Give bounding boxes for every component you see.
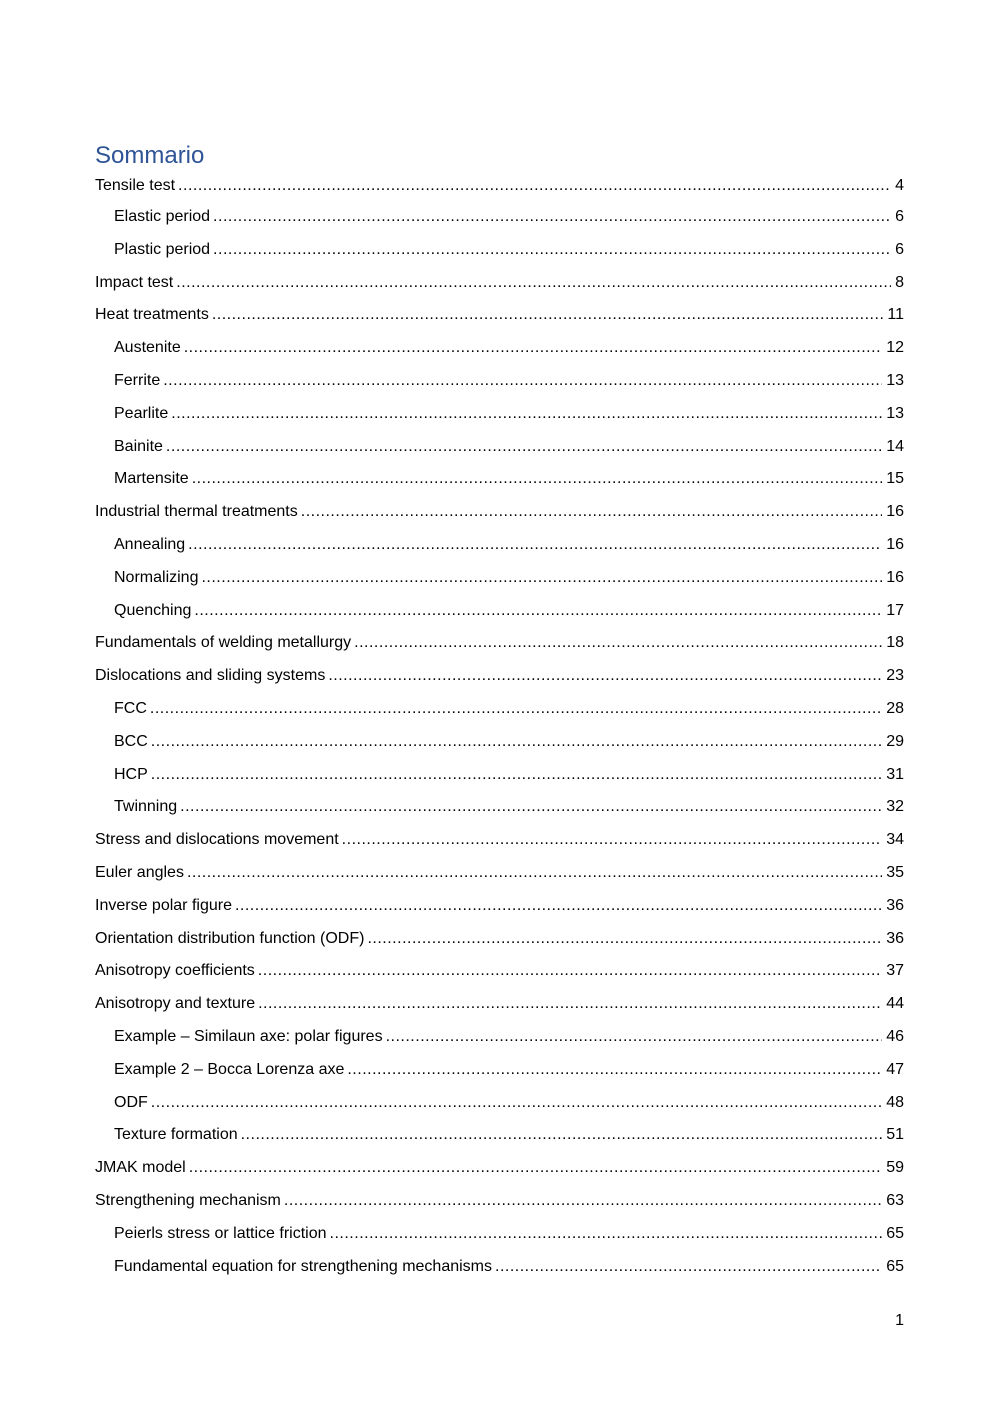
toc-entry-page: 12 <box>886 339 904 357</box>
toc-entry[interactable] <box>95 955 904 988</box>
toc-entry[interactable] <box>95 1152 904 1185</box>
toc-entry[interactable] <box>95 1054 904 1087</box>
toc-entry-title: Bainite <box>114 437 163 455</box>
toc-entry-title: FCC <box>114 699 147 717</box>
dot-leader <box>347 1054 882 1087</box>
toc-entry[interactable] <box>95 463 904 496</box>
toc-entry-title: Euler angles <box>95 863 184 881</box>
toc-entry-page: 18 <box>886 634 904 652</box>
dot-leader <box>150 693 882 726</box>
dot-leader <box>258 955 882 988</box>
toc-entry-page: 35 <box>886 863 904 881</box>
toc-entry-page: 23 <box>886 667 904 685</box>
toc-entry[interactable] <box>95 234 904 267</box>
toc-entry[interactable] <box>95 890 904 923</box>
toc-entry-title: Anisotropy coefficients <box>95 962 255 980</box>
toc-entry-title: Dislocations and sliding systems <box>95 667 326 685</box>
dot-leader <box>176 267 891 300</box>
toc-entry-title: BCC <box>114 732 148 750</box>
dot-leader <box>284 1185 882 1218</box>
toc-entry-title: Texture formation <box>114 1126 238 1144</box>
toc-entry-page: 63 <box>886 1191 904 1209</box>
dot-leader <box>151 726 882 759</box>
toc-entry-page: 11 <box>887 306 904 324</box>
toc-entry-title: Pearlite <box>114 404 169 422</box>
toc-entry-title: Fundamentals of welding metallurgy <box>95 634 352 652</box>
toc-entry-page: 65 <box>886 1257 904 1275</box>
page-number: 1 <box>895 1312 904 1329</box>
dot-leader <box>184 332 882 365</box>
toc-entry-page: 8 <box>895 273 904 291</box>
toc-entry-page: 13 <box>886 371 904 389</box>
toc-entry-title: Elastic period <box>114 208 211 225</box>
toc-entry-title: Normalizing <box>114 568 199 586</box>
toc-entry-page: 29 <box>886 732 904 750</box>
dot-leader <box>212 299 884 332</box>
dot-leader <box>241 1119 883 1152</box>
dot-leader <box>189 1152 883 1185</box>
toc-entry[interactable] <box>95 595 904 628</box>
toc-entry[interactable] <box>95 726 904 759</box>
toc-entry[interactable] <box>95 1218 904 1251</box>
toc-entry-page: 36 <box>886 896 904 914</box>
dot-leader <box>328 660 882 693</box>
toc-entry[interactable] <box>95 988 904 1021</box>
toc-entry-page: 4 <box>895 177 904 194</box>
toc-entry[interactable] <box>95 759 904 792</box>
toc-entry[interactable] <box>95 299 904 332</box>
toc-entry-title: Ferrite <box>114 371 161 389</box>
toc-entry-title: Strengthening mechanism <box>95 1191 281 1209</box>
toc-entry-page: 15 <box>886 470 904 488</box>
toc-entry-title: Impact test <box>95 273 174 291</box>
toc-entry-page: 16 <box>886 568 904 586</box>
toc-entry-title: Annealing <box>114 535 186 553</box>
toc-entry-page: 47 <box>886 1060 904 1078</box>
toc-entry-page: 16 <box>886 535 904 553</box>
toc-entry-title: Peierls stress or lattice friction <box>114 1224 327 1242</box>
dot-leader <box>201 562 882 595</box>
dot-leader <box>213 234 891 267</box>
toc-entry-page: 51 <box>886 1126 904 1144</box>
dot-leader <box>192 463 883 496</box>
dot-leader <box>171 398 882 431</box>
toc-entry-page: 44 <box>886 995 904 1013</box>
toc-entry-page: 6 <box>895 208 904 225</box>
toc-heading: Sommario <box>95 142 205 169</box>
toc-entry[interactable] <box>95 1119 904 1152</box>
toc-entry[interactable] <box>95 857 904 890</box>
dot-leader <box>354 627 882 660</box>
toc-entry-page: 17 <box>886 601 904 619</box>
toc-entry-page: 37 <box>886 962 904 980</box>
toc-entry[interactable] <box>95 431 904 464</box>
toc-entry-page: 28 <box>886 699 904 717</box>
toc-entry[interactable] <box>95 1021 904 1054</box>
toc-entry[interactable] <box>95 660 904 693</box>
dot-leader <box>213 201 891 234</box>
dot-leader <box>342 824 883 857</box>
toc-entry[interactable] <box>95 496 904 529</box>
toc-entry[interactable] <box>95 1251 904 1284</box>
toc-entry-page: 46 <box>886 1027 904 1045</box>
toc-entry[interactable] <box>95 791 904 824</box>
toc-entry-page: 65 <box>886 1224 904 1242</box>
toc-entry-page: 32 <box>886 798 904 816</box>
toc-entry[interactable] <box>95 1087 904 1120</box>
toc-entry-title: Quenching <box>114 601 192 619</box>
dot-leader <box>187 857 882 890</box>
toc-entry-page: 36 <box>886 929 904 947</box>
dot-leader <box>235 890 882 923</box>
toc-entry-page: 6 <box>895 240 904 258</box>
dot-leader <box>166 431 882 464</box>
dot-leader <box>367 923 882 956</box>
toc-entry-title: Plastic period <box>114 240 211 258</box>
toc-entry-page: 14 <box>886 437 904 455</box>
dot-leader <box>163 365 882 398</box>
toc-entry-title: Tensile test <box>95 177 176 194</box>
toc-entry[interactable] <box>95 627 904 660</box>
toc-entry[interactable] <box>95 201 904 234</box>
dot-leader <box>151 759 882 792</box>
toc-entry-title: Heat treatments <box>95 306 209 324</box>
toc-entry-title: Twinning <box>114 798 178 816</box>
dot-leader <box>180 791 882 824</box>
toc-entry-title: Industrial thermal treatments <box>95 503 298 521</box>
toc-entry[interactable] <box>95 529 904 562</box>
toc-entry-title: Example 2 – Bocca Lorenza axe <box>114 1060 345 1078</box>
toc-entry[interactable] <box>95 365 904 398</box>
toc-entry-title: Stress and dislocations movement <box>95 831 339 849</box>
toc-entry[interactable] <box>95 1185 904 1218</box>
dot-leader <box>301 496 882 529</box>
toc-entry[interactable] <box>95 923 904 956</box>
table-of-contents <box>95 171 904 1283</box>
dot-leader <box>151 1087 882 1120</box>
toc-entry-page: 48 <box>886 1093 904 1111</box>
dot-leader <box>178 171 891 201</box>
dot-leader <box>194 595 882 628</box>
dot-leader <box>258 988 882 1021</box>
dot-leader <box>386 1021 883 1054</box>
toc-entry-page: 13 <box>886 404 904 422</box>
toc-entry-page: 16 <box>886 503 904 521</box>
toc-entry-title: Fundamental equation for strengthening mechanisms <box>114 1257 492 1275</box>
toc-entry-title: JMAK model <box>95 1159 186 1177</box>
toc-entry[interactable] <box>95 332 904 365</box>
toc-entry-title: Example – Similaun axe: polar figures <box>114 1027 383 1045</box>
toc-entry[interactable] <box>95 398 904 431</box>
toc-entry-title: Orientation distribution function (ODF) <box>95 929 365 947</box>
dot-leader <box>330 1218 883 1251</box>
toc-entry-title: Martensite <box>114 470 189 488</box>
toc-entry[interactable] <box>95 824 904 857</box>
toc-entry-page: 59 <box>886 1159 904 1177</box>
toc-entry-title: Inverse polar figure <box>95 896 232 914</box>
toc-entry-title: Austenite <box>114 339 181 357</box>
dot-leader <box>495 1251 882 1284</box>
toc-entry-title: HCP <box>114 765 148 783</box>
toc-entry[interactable] <box>95 693 904 726</box>
toc-entry-title: Anisotropy and texture <box>95 995 256 1013</box>
toc-entry[interactable] <box>95 267 904 300</box>
toc-entry[interactable] <box>95 562 904 595</box>
toc-entry[interactable] <box>95 171 904 201</box>
toc-entry-page: 34 <box>886 831 904 849</box>
toc-entry-page: 31 <box>886 765 904 783</box>
dot-leader <box>188 529 882 562</box>
toc-entry-title: ODF <box>114 1093 148 1111</box>
